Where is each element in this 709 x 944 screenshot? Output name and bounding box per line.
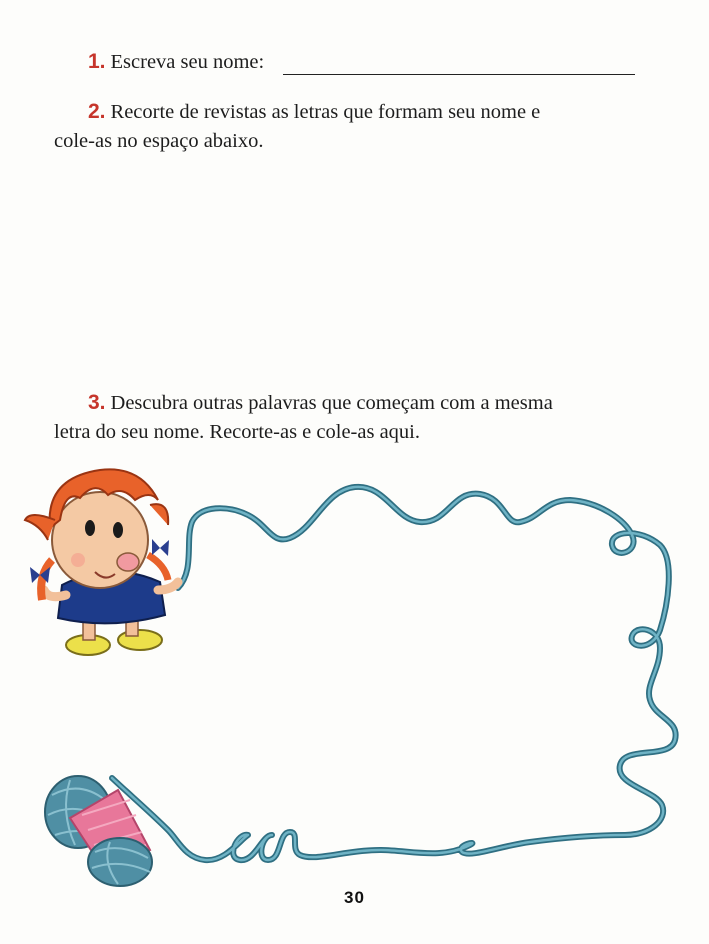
exercise-1-text: Escreva seu nome: xyxy=(110,51,265,73)
exercise-3-line-2: letra do seu nome. Recorte-as e cole-as aqui. xyxy=(54,421,420,443)
child-character-icon xyxy=(25,469,178,655)
yarn-ball-spool-icon xyxy=(45,776,152,886)
exercise-1-number: 1. xyxy=(88,50,106,73)
page-number: 30 xyxy=(344,888,365,907)
exercise-3-number: 3. xyxy=(88,391,106,414)
exercise-3-line-1: Descubra outras palavras que começam com a mesma xyxy=(110,392,553,414)
exercise-2-line-2: cole-as no espaço abaixo. xyxy=(54,130,264,152)
paste-area-words[interactable] xyxy=(200,540,620,820)
exercise-2-number: 2. xyxy=(88,100,106,123)
exercise-2-line-1: Recorte de revistas as letras que formam seu nome e xyxy=(110,101,541,123)
